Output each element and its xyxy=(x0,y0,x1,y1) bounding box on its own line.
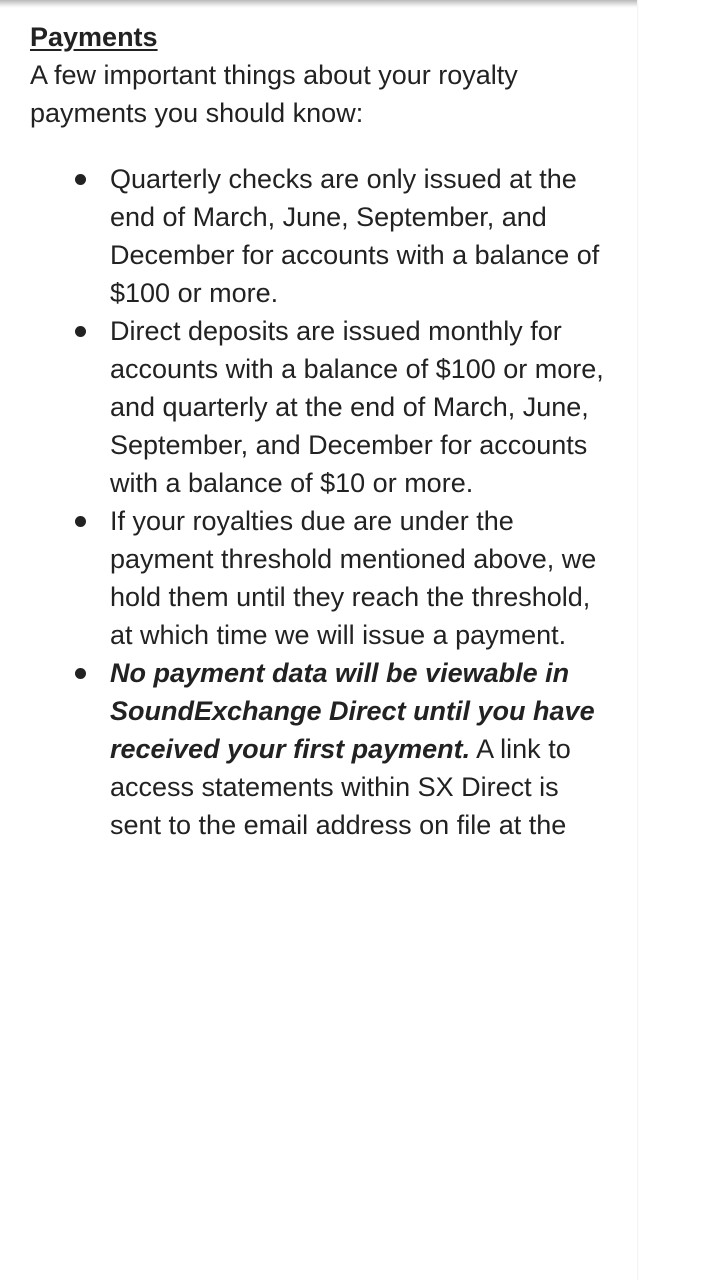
list-item-text: A link to access statements within SX Direct is sent to the email address on file at the xyxy=(110,734,571,840)
list-item-emphasis: No payment data will be viewable in SoundExchange Direct until you have received your first payment. xyxy=(110,658,595,764)
bullet-dot-icon xyxy=(75,326,86,337)
payment-facts-list xyxy=(30,160,610,844)
bullet-dot-icon xyxy=(75,516,86,527)
list-item xyxy=(110,312,610,502)
list-item xyxy=(110,654,610,844)
section-intro: A few important things about your royalty payments you should know: xyxy=(30,60,518,128)
bullet-dot-icon xyxy=(75,174,86,185)
page-edge-divider xyxy=(637,0,639,1280)
list-item-text: If your royalties due are under the payment threshold mentioned above, we hold them until they reach the threshold, at which time we will issue a payment. xyxy=(110,506,597,650)
list-item-text: Direct deposits are issued monthly for accounts with a balance of $100 or more, and quarterly at the end of March, June, September, and December for accounts with a balance of $10 or more. xyxy=(110,316,604,498)
section-heading: Payments xyxy=(30,22,158,52)
list-item xyxy=(110,502,610,654)
payments-section xyxy=(30,18,610,844)
list-item-text: Quarterly checks are only issued at the end of March, June, September, and December for accounts with a balance of $100 or more. xyxy=(110,164,600,308)
list-item xyxy=(110,160,610,312)
top-scroll-shadow xyxy=(0,0,638,8)
bullet-dot-icon xyxy=(75,668,86,679)
